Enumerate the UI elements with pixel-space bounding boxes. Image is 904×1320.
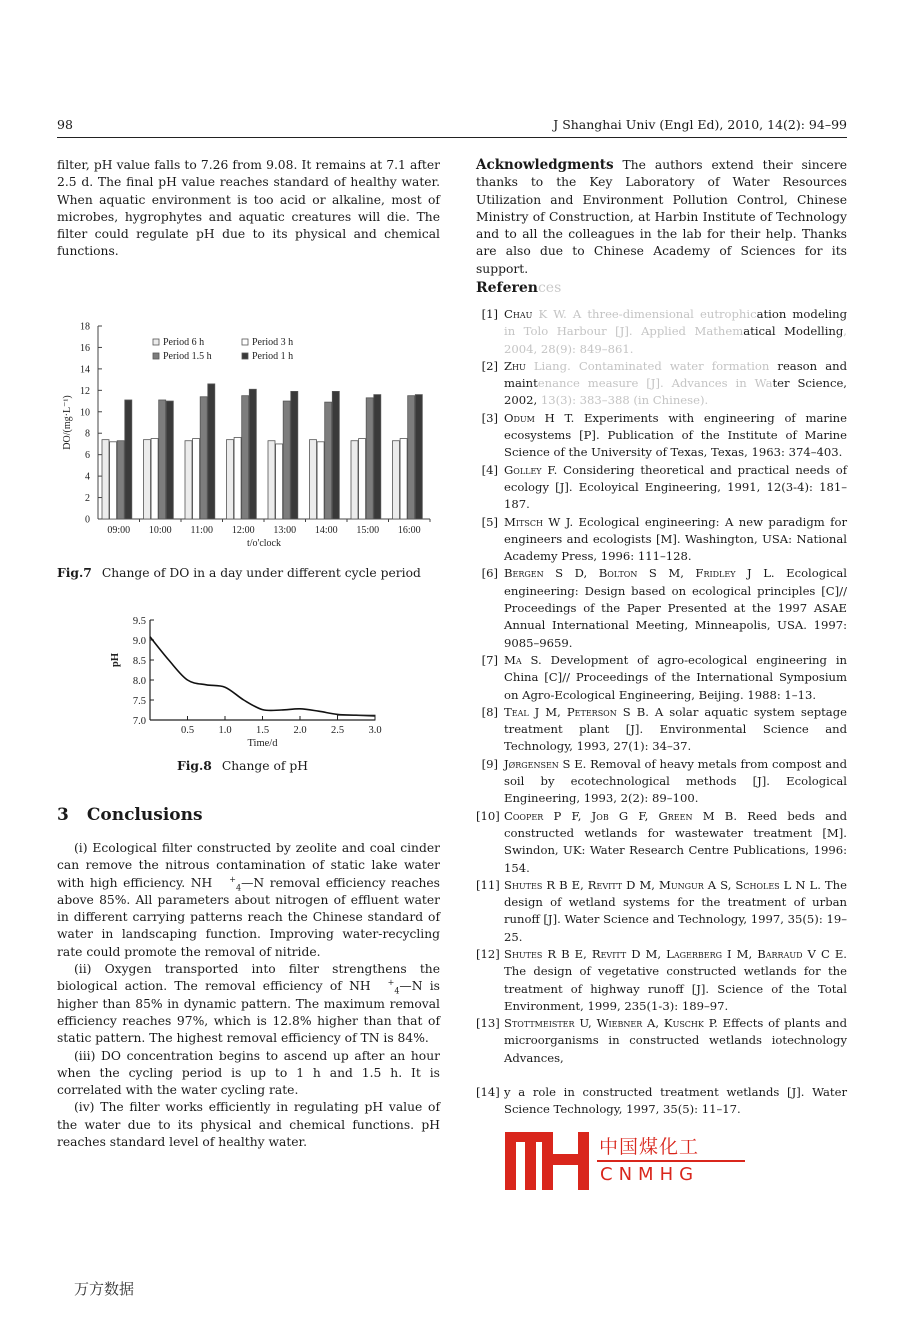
svg-text:15:00: 15:00 bbox=[356, 525, 380, 536]
section-heading-conclusions bbox=[57, 805, 203, 825]
reference-list bbox=[476, 306, 847, 1119]
svg-text:Period 3 h: Period 3 h bbox=[252, 337, 294, 348]
reference-item: [14] y a role in constructed treatment wetlands [J]. Water Science Technology, 1997, 35(5): 11–17. bbox=[476, 1085, 847, 1117]
svg-text:10: 10 bbox=[80, 407, 90, 419]
svg-text:16: 16 bbox=[80, 342, 90, 354]
reference-item: [11] Shutes R B E, Revitt D M, Mungur A S, Scholes L N L. The design of wetland systems for the treatment of urban runoff [J]. Water Science and Technology, 1997, 35(5): 19–25. bbox=[476, 877, 847, 944]
reference-number: [1] bbox=[481, 307, 498, 321]
reference-item: [9] Jørgensen S E. Removal of heavy metals from compost and soil by ecotechnological methods [J]. Ecological Engineering, 1993, 2(2): 89–100. bbox=[476, 756, 847, 808]
svg-text:8.5: 8.5 bbox=[132, 656, 146, 667]
fig8-caption-text: Change of pH bbox=[221, 759, 308, 773]
logo-english-text: CNMHG bbox=[600, 1164, 700, 1185]
conclusions-body bbox=[57, 840, 440, 1151]
svg-text:9.5: 9.5 bbox=[132, 616, 146, 627]
svg-text:6: 6 bbox=[85, 450, 90, 462]
wanfang-footer-watermark: 万方数据 bbox=[74, 1280, 135, 1298]
reference-number: [12] bbox=[476, 946, 500, 961]
reference-item: [3] Odum H T. Experiments with engineering of marine ecosystems [P]. Publication of the Institute of Marine Science of the University of Texas, Texas, 1963: 374–403. bbox=[476, 410, 847, 462]
reference-number: [2] bbox=[481, 358, 498, 373]
acknowledgments-text: The authors extend their sincere thanks to the Key Laboratory of Water Resources Utilization and Environment Pollution Control, Chinese Ministry of Construction, at Harbin Institute of Technology and to all the colleagues in the lab for their help. Thanks are also due to Chinese Academy of Sciences for its support. bbox=[476, 158, 847, 276]
svg-text:Period 1 h: Period 1 h bbox=[252, 351, 294, 362]
header-rule bbox=[57, 137, 847, 138]
svg-text:12: 12 bbox=[80, 385, 90, 397]
svg-text:t/o'clock: t/o'clock bbox=[246, 538, 282, 549]
section-title: Conclusions bbox=[86, 805, 203, 825]
reference-number: [4] bbox=[481, 462, 498, 477]
section-number: 3 bbox=[57, 805, 69, 825]
reference-item: [6] Bergen S D, Bolton S M, Fridley J L. Ecological engineering: Design based on ecological principles [C]// Proceedings of the Paper Presented at the 1997 ASAE Annual International Meeting, Minneapolis, USA. 1997: 9085–9659. bbox=[476, 565, 847, 651]
svg-text:13:00: 13:00 bbox=[273, 525, 297, 536]
conclusion-item-3: (iii) DO concentration begins to ascend up after an hour when the cycling period is up to 1 h and 1.5 h. It is correlated with the water cycling rate. bbox=[57, 1048, 440, 1098]
reference-number: [10] bbox=[476, 808, 500, 823]
svg-text:0.5: 0.5 bbox=[180, 725, 195, 736]
acknowledgments bbox=[476, 157, 847, 278]
svg-text:2: 2 bbox=[85, 493, 90, 505]
reference-number: [6] bbox=[481, 566, 498, 581]
svg-text:2.5: 2.5 bbox=[330, 725, 345, 736]
reference-item: [2] Zhu Liang. Contaminated water formation reason and maintenance measure [J]. Advances in Water Science, 2002, 13(3): 383–388 (in Chinese). bbox=[476, 358, 847, 410]
page-number: 98 bbox=[57, 117, 73, 132]
svg-text:12:00: 12:00 bbox=[231, 525, 255, 536]
reference-item: [12] Shutes R B E, Revitt D M, Lagerberg I M, Barraud V C E. The design of vegetative constructed wetlands for the treatment of highway runoff [J]. Science of the Total Environment, 1999, 235(1-3): 189–97. bbox=[476, 946, 847, 1013]
svg-text:9.0: 9.0 bbox=[132, 636, 146, 647]
fig7-label: Fig.7 bbox=[57, 565, 92, 580]
svg-text:1.5: 1.5 bbox=[255, 725, 270, 736]
logo-rule bbox=[597, 1160, 745, 1162]
svg-text:7.0: 7.0 bbox=[132, 716, 146, 727]
svg-text:pH: pH bbox=[110, 652, 121, 668]
svg-text:8: 8 bbox=[85, 428, 90, 440]
reference-number: [9] bbox=[481, 756, 498, 771]
svg-text:18: 18 bbox=[80, 321, 90, 333]
fig8-caption bbox=[177, 758, 308, 773]
fig7-caption-text: Change of DO in a day under different cycle period bbox=[101, 566, 421, 580]
fig7-caption bbox=[57, 565, 421, 580]
reference-number: [3] bbox=[481, 410, 498, 425]
svg-text:14:00: 14:00 bbox=[314, 525, 338, 536]
conclusion-item-1: (i) Ecological filter constructed by zeolite and coal cinder can remove the nitrous contamination of static lake water with high efficiency. NH +$_4$—N removal efficiency reaches above 85%. All parameters about nitrogen of effluent water in different carrying patterns reach the Chinese standard of water in landscaping function. Improving water-recycling rate could promote the removal of nitride. bbox=[57, 841, 440, 959]
reference-item: [8] Teal J M, Peterson S B. A solar aquatic system septage treatment plant [J]. Environmental Science and Technology, 1993, 27(1): 34–37. bbox=[476, 704, 847, 756]
reference-item: [7] Ma S. Development of agro-ecological engineering in China [C]// Proceedings of the International Symposium on Agro-Ecological Engineering, Beijing. 1988: 1–13. bbox=[476, 652, 847, 704]
svg-text:4: 4 bbox=[85, 471, 90, 483]
reference-number: [8] bbox=[481, 704, 498, 719]
svg-text:Period 1.5 h: Period 1.5 h bbox=[163, 351, 212, 362]
reference-number: [7] bbox=[481, 652, 498, 667]
reference-item: [13] Stottmeister U, Wiebner A, Kuschk P. Effects of plants and microorganisms in constructed wetlands iotechnology Advances, bbox=[476, 1016, 847, 1065]
conclusion-item-4: (iv) The filter works efficiently in regulating pH value of the water due to its physical and chemical functions. pH reaches standard level of healthy water. bbox=[57, 1100, 440, 1150]
reference-item: [10] Cooper P F, Job G F, Green M B. Reed beds and constructed wetlands for wastewater treatment [M]. Swindon, UK: Water Research Centre Publications, 1996: 154. bbox=[476, 808, 847, 875]
do-bar-chart bbox=[50, 315, 450, 555]
cnmhg-logo-watermark bbox=[505, 1132, 745, 1192]
svg-text:Period 6 h: Period 6 h bbox=[163, 337, 205, 348]
acknowledgments-title: Acknowledgments bbox=[476, 157, 614, 173]
references-heading: References bbox=[476, 280, 562, 296]
mh-logo-icon bbox=[505, 1132, 595, 1190]
ph-line-chart bbox=[90, 612, 410, 752]
reference-item: [4] Golley F. Considering theoretical and practical needs of ecology [J]. Ecoloyical Engineering, 1991, 12(3-4): 181–187. bbox=[476, 462, 847, 514]
reference-number: [13] bbox=[476, 1016, 500, 1031]
svg-text:Time/d: Time/d bbox=[247, 738, 278, 749]
svg-text:10:00: 10:00 bbox=[148, 525, 172, 536]
svg-text:2.0: 2.0 bbox=[293, 725, 307, 736]
svg-text:8.0: 8.0 bbox=[132, 676, 146, 687]
conclusion-item-2: (ii) Oxygen transported into filter strengthens the biological action. The removal efficiency of NH +$_4$—N is higher than 85% in dynamic pattern. The maximum removal efficiency reaches 97%, which is 12.8% higher than that of static pattern. The highest removal efficiency of TN is 84%. bbox=[57, 962, 440, 1046]
svg-text:1.0: 1.0 bbox=[218, 725, 232, 736]
svg-text:0: 0 bbox=[85, 514, 90, 526]
reference-number: [5] bbox=[481, 514, 498, 529]
reference-item: [5] Mitsch W J. Ecological engineering: A new paradigm for engineers and ecologists [M]. Washington, USA: National Academy Press, 1996: 111–128. bbox=[476, 514, 847, 566]
svg-text:DO/(mg·L⁻¹): DO/(mg·L⁻¹) bbox=[62, 395, 73, 450]
svg-text:16:00: 16:00 bbox=[397, 525, 421, 536]
svg-text:11:00: 11:00 bbox=[190, 525, 213, 536]
logo-chinese-text: 中国煤化工 bbox=[597, 1132, 701, 1159]
reference-number: [11] bbox=[476, 877, 500, 892]
fig8-label: Fig.8 bbox=[177, 758, 212, 773]
svg-text:09:00: 09:00 bbox=[107, 525, 131, 536]
reference-number: [14] bbox=[476, 1085, 500, 1100]
svg-text:3.0: 3.0 bbox=[368, 725, 382, 736]
reference-item: [1] Chau K W. A three-dimensional eutrophication modeling in Tolo Harbour [J]. Applied Mathematical Modelling, 2004, 28(9): 849–861. bbox=[476, 306, 847, 358]
running-head: J Shanghai Univ (Engl Ed), 2010, 14(2): 94–99 bbox=[553, 117, 847, 132]
intro-paragraph: filter, pH value falls to 7.26 from 9.08. It remains at 7.1 after 2.5 d. The final pH value reaches standard of healthy water. When aquatic environment is too acid or alkaline, most of microbes, hygrophytes and aquatic creatures will die. The filter could regulate pH due to its physical and chemical functions. bbox=[57, 158, 440, 259]
svg-text:7.5: 7.5 bbox=[132, 696, 146, 707]
svg-text:14: 14 bbox=[80, 364, 90, 376]
